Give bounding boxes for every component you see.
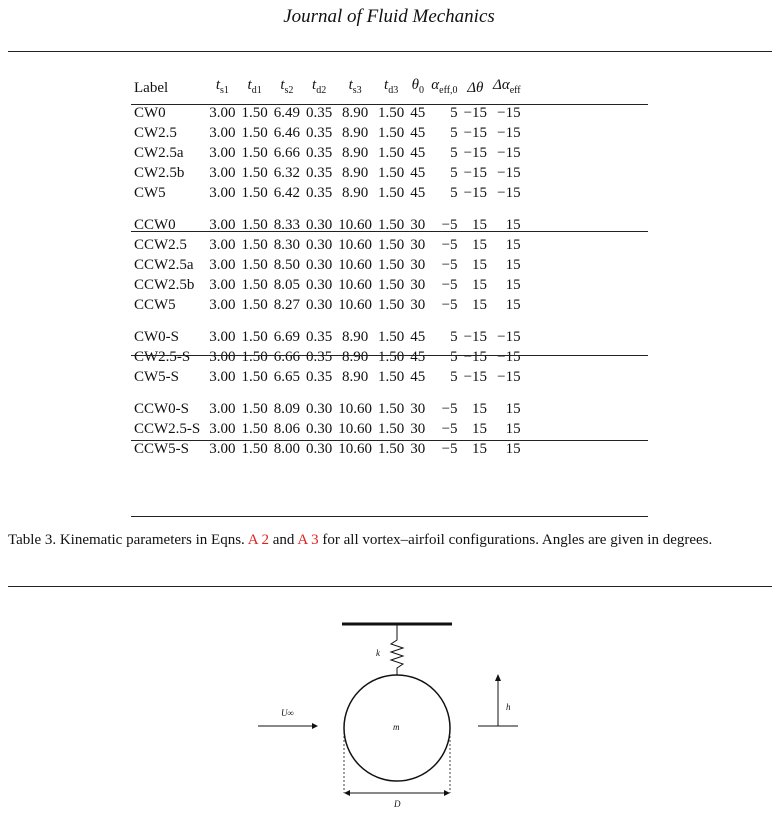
cell-ts1: 3.00 xyxy=(209,125,236,141)
cell-td3: 1.50 xyxy=(378,125,405,141)
cell-td3: 1.50 xyxy=(378,401,405,417)
cell-theta0: 45 xyxy=(410,125,426,141)
cell-td1: 1.50 xyxy=(241,401,268,417)
cell-td1: 1.50 xyxy=(241,125,268,141)
cell-theta0: 30 xyxy=(410,297,426,313)
cell-td2: 0.35 xyxy=(306,105,333,121)
cell-theta0: 30 xyxy=(410,237,426,253)
cell-td1: 1.50 xyxy=(241,329,268,345)
table-row xyxy=(131,367,524,387)
cell-ts1: 3.00 xyxy=(209,369,236,385)
cell-theta0: 45 xyxy=(410,145,426,161)
cell-ts1: 3.00 xyxy=(209,401,236,417)
table-row xyxy=(131,419,524,439)
cell-td2: 0.35 xyxy=(306,369,333,385)
cell-ts1: 3.00 xyxy=(209,217,236,233)
cell-alpha-eff0: 5 xyxy=(450,165,458,181)
cell-delta-alpha-eff: −15 xyxy=(497,369,521,385)
col-header-td3: $t_{d3}$ xyxy=(384,77,399,96)
group-divider-rule xyxy=(131,231,648,232)
col-header-delta-theta: Δθ xyxy=(467,80,484,96)
cell-ts3: 10.60 xyxy=(338,441,373,457)
cell-td3: 1.50 xyxy=(378,105,405,121)
table-row xyxy=(131,123,524,143)
cell-ts3: 8.90 xyxy=(342,329,369,345)
kinematic-parameters-table xyxy=(131,73,524,459)
cell-ts3: 10.60 xyxy=(338,401,373,417)
cell-label: CW2.5b xyxy=(134,165,185,181)
cell-theta0: 30 xyxy=(410,401,426,417)
cell-label: CCW2.5 xyxy=(134,237,187,253)
cell-ts1: 3.00 xyxy=(209,185,236,201)
spring xyxy=(391,624,403,675)
cell-ts2: 6.65 xyxy=(273,369,301,385)
diameter-arrowhead-left xyxy=(344,790,350,796)
cell-td3: 1.50 xyxy=(378,421,405,437)
cell-ts2: 8.33 xyxy=(273,217,301,233)
cell-alpha-eff0: 5 xyxy=(450,329,458,345)
cell-alpha-eff0: −5 xyxy=(441,401,458,417)
cell-delta-alpha-eff: −15 xyxy=(497,105,521,121)
cell-theta0: 45 xyxy=(410,349,426,365)
heave-arrowhead xyxy=(495,674,501,681)
cell-td1: 1.50 xyxy=(241,421,268,437)
table-row xyxy=(131,143,524,163)
cell-delta-theta: 15 xyxy=(472,401,488,417)
table-row xyxy=(131,103,524,123)
cell-label: CW5-S xyxy=(134,369,179,385)
cell-label: CW2.5a xyxy=(134,145,184,161)
table-row xyxy=(131,327,524,347)
table-row xyxy=(131,399,524,419)
cell-delta-alpha-eff: −15 xyxy=(497,165,521,181)
cell-ts3: 10.60 xyxy=(338,421,373,437)
cell-td3: 1.50 xyxy=(378,369,405,385)
cell-ts1: 3.00 xyxy=(209,237,236,253)
diameter-label: D xyxy=(394,799,401,809)
cell-td1: 1.50 xyxy=(241,145,268,161)
cell-ts3: 8.90 xyxy=(342,165,369,181)
cell-label: CW5 xyxy=(134,185,166,201)
cell-ts2: 8.00 xyxy=(273,441,301,457)
figure-rule xyxy=(8,586,772,587)
equation-link-a3[interactable]: A 3 xyxy=(297,532,319,548)
cell-td3: 1.50 xyxy=(378,349,405,365)
cell-delta-alpha-eff: 15 xyxy=(505,237,521,253)
spring-label: k xyxy=(376,648,380,658)
cell-ts3: 8.90 xyxy=(342,125,369,141)
cell-td1: 1.50 xyxy=(241,257,268,273)
cell-ts1: 3.00 xyxy=(209,165,236,181)
cell-alpha-eff0: −5 xyxy=(441,277,458,293)
cell-ts1: 3.00 xyxy=(209,441,236,457)
table-row xyxy=(131,163,524,183)
cell-delta-alpha-eff: −15 xyxy=(497,185,521,201)
header-rule xyxy=(8,51,772,52)
cell-td3: 1.50 xyxy=(378,297,405,313)
group-divider-rule xyxy=(131,355,648,356)
cell-label: CW2.5-S xyxy=(134,349,191,365)
cell-ts3: 8.90 xyxy=(342,105,369,121)
cell-delta-alpha-eff: 15 xyxy=(505,401,521,417)
cell-theta0: 30 xyxy=(410,441,426,457)
col-header-theta0: $\theta_0$ xyxy=(411,77,424,96)
heave-label: h xyxy=(506,702,511,712)
cell-theta0: 45 xyxy=(410,165,426,181)
cell-td2: 0.30 xyxy=(306,217,333,233)
cell-ts1: 3.00 xyxy=(209,105,236,121)
group-gap xyxy=(131,203,524,215)
cell-td2: 0.30 xyxy=(306,277,333,293)
cell-delta-theta: 15 xyxy=(472,217,488,233)
cell-ts3: 10.60 xyxy=(338,277,373,293)
diameter-arrowhead-right xyxy=(444,790,450,796)
col-header-ts1: $t_{s1}$ xyxy=(215,77,229,96)
cell-td3: 1.50 xyxy=(378,329,405,345)
cell-ts2: 8.27 xyxy=(273,297,301,313)
cell-label: CW2.5 xyxy=(134,125,177,141)
cell-label: CCW0 xyxy=(134,217,176,233)
cell-ts3: 8.90 xyxy=(342,145,369,161)
cell-ts1: 3.00 xyxy=(209,349,236,365)
cell-delta-alpha-eff: 15 xyxy=(505,441,521,457)
col-header-ts3: $t_{s3}$ xyxy=(348,77,362,96)
cell-ts2: 6.32 xyxy=(273,165,301,181)
col-header-label: Label xyxy=(134,80,169,96)
cell-td1: 1.50 xyxy=(241,237,268,253)
cell-ts2: 8.09 xyxy=(273,401,301,417)
caption-middle: and xyxy=(272,532,295,548)
cell-ts2: 6.66 xyxy=(273,145,301,161)
cell-td2: 0.35 xyxy=(306,349,333,365)
col-header-alpha-eff0: $\alpha_{eff,0}$ xyxy=(431,77,458,96)
cell-alpha-eff0: −5 xyxy=(441,297,458,313)
cell-delta-theta: −15 xyxy=(463,349,488,365)
cell-alpha-eff0: 5 xyxy=(450,349,458,365)
table-body xyxy=(131,103,524,459)
cell-td3: 1.50 xyxy=(378,277,405,293)
col-header-td1: $t_{d1}$ xyxy=(247,77,262,96)
cell-td2: 0.30 xyxy=(306,297,333,313)
table-top-rule xyxy=(131,104,648,105)
cell-ts1: 3.00 xyxy=(209,297,236,313)
cell-ts2: 8.05 xyxy=(273,277,301,293)
cell-delta-theta: 15 xyxy=(472,237,488,253)
cell-label: CCW2.5b xyxy=(134,277,195,293)
cell-td1: 1.50 xyxy=(241,185,268,201)
cell-ts2: 6.69 xyxy=(273,329,301,345)
cell-theta0: 30 xyxy=(410,421,426,437)
col-header-ts2: $t_{s2}$ xyxy=(280,77,294,96)
cell-delta-theta: 15 xyxy=(472,277,488,293)
table-row xyxy=(131,275,524,295)
table-row xyxy=(131,295,524,315)
cell-delta-alpha-eff: −15 xyxy=(497,125,521,141)
cell-td2: 0.35 xyxy=(306,329,333,345)
cell-delta-alpha-eff: −15 xyxy=(497,349,521,365)
cell-delta-theta: −15 xyxy=(463,165,488,181)
cell-ts3: 8.90 xyxy=(342,369,369,385)
cell-delta-theta: −15 xyxy=(463,125,488,141)
journal-title: Journal of Fluid Mechanics xyxy=(283,6,495,27)
cell-theta0: 45 xyxy=(410,369,426,385)
flow-label: U∞ xyxy=(281,708,294,718)
cell-theta0: 30 xyxy=(410,277,426,293)
cell-ts1: 3.00 xyxy=(209,145,236,161)
cell-td2: 0.35 xyxy=(306,145,333,161)
table-header-row xyxy=(131,73,524,103)
table-row xyxy=(131,347,524,367)
cell-theta0: 45 xyxy=(410,105,426,121)
cell-ts3: 10.60 xyxy=(338,237,373,253)
cell-alpha-eff0: 5 xyxy=(450,145,458,161)
cell-td3: 1.50 xyxy=(378,441,405,457)
cell-delta-alpha-eff: 15 xyxy=(505,257,521,273)
table-row xyxy=(131,439,524,459)
cell-td3: 1.50 xyxy=(378,165,405,181)
flow-arrowhead xyxy=(312,723,318,729)
cell-td2: 0.30 xyxy=(306,257,333,273)
cell-td3: 1.50 xyxy=(378,217,405,233)
equation-link-a2[interactable]: A 2 xyxy=(247,532,269,548)
cell-ts2: 6.46 xyxy=(273,125,301,141)
cell-ts1: 3.00 xyxy=(209,257,236,273)
cell-ts3: 8.90 xyxy=(342,185,369,201)
cell-delta-theta: −15 xyxy=(463,105,488,121)
cell-td2: 0.35 xyxy=(306,165,333,181)
cell-ts3: 10.60 xyxy=(338,257,373,273)
cell-td1: 1.50 xyxy=(241,277,268,293)
cell-ts3: 10.60 xyxy=(338,297,373,313)
cell-ts1: 3.00 xyxy=(209,421,236,437)
cell-delta-theta: 15 xyxy=(472,441,488,457)
caption-prefix: Table 3. Kinematic parameters in Eqns. xyxy=(8,532,245,548)
cell-ts2: 8.30 xyxy=(273,237,301,253)
group-gap xyxy=(131,315,524,327)
cell-alpha-eff0: −5 xyxy=(441,441,458,457)
cell-ts2: 8.50 xyxy=(273,257,301,273)
cell-delta-alpha-eff: 15 xyxy=(505,277,521,293)
mass-label: m xyxy=(393,722,400,732)
cell-ts3: 10.60 xyxy=(338,217,373,233)
cell-delta-theta: −15 xyxy=(463,369,488,385)
table-caption xyxy=(8,530,773,550)
cell-alpha-eff0: 5 xyxy=(450,369,458,385)
cell-delta-theta: 15 xyxy=(472,421,488,437)
cell-td1: 1.50 xyxy=(241,217,268,233)
cell-td1: 1.50 xyxy=(241,165,268,181)
table-bottom-rule xyxy=(131,516,648,517)
col-header-delta-alpha-eff: $\Delta\alpha_{eff}$ xyxy=(493,77,521,96)
table-row xyxy=(131,255,524,275)
cell-ts2: 8.06 xyxy=(273,421,301,437)
cell-alpha-eff0: −5 xyxy=(441,217,458,233)
cell-td2: 0.35 xyxy=(306,185,333,201)
cell-label: CCW2.5-S xyxy=(134,421,201,437)
cell-alpha-eff0: 5 xyxy=(450,125,458,141)
col-header-td2: $t_{d2}$ xyxy=(312,77,327,96)
cell-label: CCW2.5a xyxy=(134,257,194,273)
cell-alpha-eff0: 5 xyxy=(450,105,458,121)
cell-ts2: 6.42 xyxy=(273,185,301,201)
cell-delta-theta: −15 xyxy=(463,329,488,345)
cell-td1: 1.50 xyxy=(241,369,268,385)
cell-td3: 1.50 xyxy=(378,145,405,161)
cell-ts1: 3.00 xyxy=(209,329,236,345)
table-row xyxy=(131,215,524,235)
cell-ts3: 8.90 xyxy=(342,349,369,365)
cell-label: CCW0-S xyxy=(134,401,190,417)
cell-alpha-eff0: −5 xyxy=(441,421,458,437)
cell-td2: 0.30 xyxy=(306,421,333,437)
cell-alpha-eff0: 5 xyxy=(450,185,458,201)
table-row xyxy=(131,235,524,255)
cell-alpha-eff0: −5 xyxy=(441,237,458,253)
cell-delta-alpha-eff: −15 xyxy=(497,329,521,345)
caption-suffix: for all vortex–airfoil configurations. Angles are given in degrees. xyxy=(322,532,713,548)
cell-ts1: 3.00 xyxy=(209,277,236,293)
cell-theta0: 45 xyxy=(410,329,426,345)
cell-ts2: 6.49 xyxy=(273,105,301,121)
cell-td1: 1.50 xyxy=(241,349,268,365)
cell-theta0: 30 xyxy=(410,217,426,233)
group-gap xyxy=(131,387,524,399)
cell-delta-theta: 15 xyxy=(472,257,488,273)
cell-td3: 1.50 xyxy=(378,257,405,273)
cell-alpha-eff0: −5 xyxy=(441,257,458,273)
cell-delta-theta: 15 xyxy=(472,297,488,313)
cell-label: CW0 xyxy=(134,105,166,121)
cell-td1: 1.50 xyxy=(241,441,268,457)
table-row xyxy=(131,183,524,203)
cell-theta0: 45 xyxy=(410,185,426,201)
cell-td3: 1.50 xyxy=(378,185,405,201)
cell-td1: 1.50 xyxy=(241,105,268,121)
group-divider-rule xyxy=(131,440,648,441)
mass-spring-figure xyxy=(0,600,778,813)
cell-ts2: 6.66 xyxy=(273,349,301,365)
cell-td2: 0.30 xyxy=(306,401,333,417)
cell-td2: 0.30 xyxy=(306,237,333,253)
cell-delta-alpha-eff: 15 xyxy=(505,217,521,233)
cell-td3: 1.50 xyxy=(378,237,405,253)
cell-delta-theta: −15 xyxy=(463,185,488,201)
cell-delta-alpha-eff: −15 xyxy=(497,145,521,161)
cell-delta-theta: −15 xyxy=(463,145,488,161)
cell-label: CCW5-S xyxy=(134,441,190,457)
cell-label: CW0-S xyxy=(134,329,179,345)
cell-theta0: 30 xyxy=(410,257,426,273)
cell-label: CCW5 xyxy=(134,297,176,313)
cell-delta-alpha-eff: 15 xyxy=(505,421,521,437)
cell-td2: 0.30 xyxy=(306,441,333,457)
cell-delta-alpha-eff: 15 xyxy=(505,297,521,313)
cell-td2: 0.35 xyxy=(306,125,333,141)
cell-td1: 1.50 xyxy=(241,297,268,313)
